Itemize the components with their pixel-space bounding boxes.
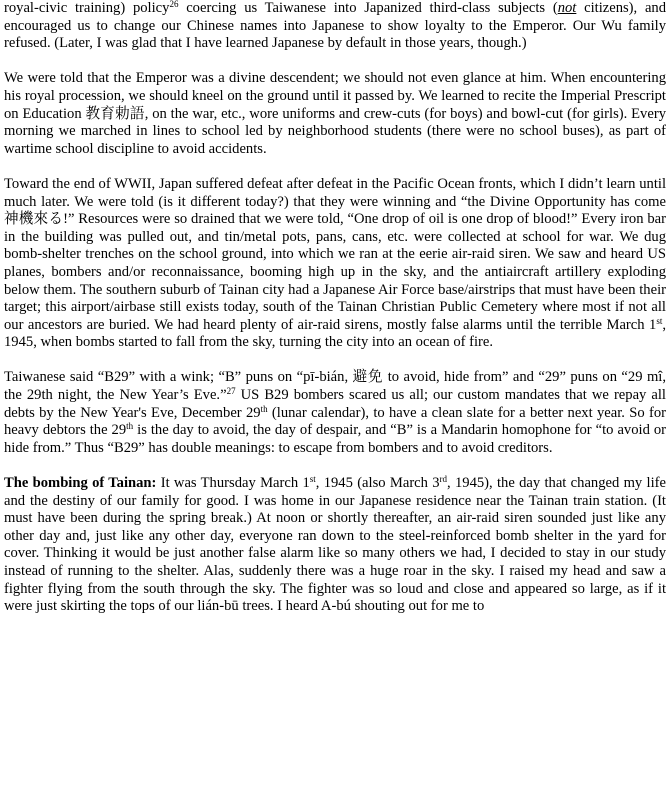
footnote-ref-26: 26 [169,0,179,9]
paragraph-3: Toward the end of WWII, Japan suffered defeat after defeat in the Pacific Ocean fronts, which I didn’t learn until much later. We were told (is it different today?) that they were winning and “the Divine Opportunity has come 神機來る!” Resources were so drained that we were told, “One drop of oil is one drop of blood!” Every iron bar in the building was pulled out, and tin/metal pots, pans, cans, etc. were collected at school for war. We dug bomb-shelter trenches on the school ground, into which we ran at the eerie air-raid siren. We saw and heard US planes, bombers and/or reconnaissance, booming high up in the sky, and the antiaircraft artillery exploding below them. The southern suburb of Tainan city had a Japanese Air Force base/airstrips that must have been their target; this airport/airbase still exists today, south of the Tainan Christian Public Cemetery where most if not all our ancestors are buried. We had heard plenty of air-raid sirens, mostly false alarms until the terrible March 1st, 1945, when bombs started to fall from the sky, turning the city into an ocean of fire. [4,175,666,351]
footnote-ref-27: 27 [226,386,236,397]
paragraph-5: The bombing of Tainan: It was Thursday March 1st, 1945 (also March 3rd, 1945), the day that changed my life and the destiny of our family for good. I was home in our Japanese residence near the Tainan train station. (It must have been during the spring break.) At noon or shortly thereafter, an air-raid siren sounded just like any other day and, just like any other day, everyone ran down to the steel-reinforced bomb shelter in the yard for cover. Thinking it would be just another false alarm like so many others we had, I decided to stay in our study instead of running to the shelter. Alas, suddenly there was a huge roar in the sky. I raised my head and saw a fighter flying from the south through the sky. The fighter was so loud and close and appeared so large, as if it were just skirting the tops of our lián-bū trees. I heard A-bú shouting out for me to [4,474,666,615]
document-page [4,0,666,616]
superscript-th: th [126,421,134,432]
paragraph-1: royal-civic training) policy$^{26}$ coercing us Taiwanese into Japanized third-class subjects (not citizens), and encouraged us to change our Chinese names into Japanese to show loyalty to the Emperor. Our Wu family refused. (Later, I was glad that I have learned Japanese by default in those years, though.) [4,0,667,52]
emphasis-not: not [557,0,577,16]
superscript-th: th [260,403,268,414]
paragraph-2: We were told that the Emperor was a divine descendent; we should not even glance at him. When encountering his royal procession, we should kneel on the ground until it passed by. We learned to recite the Imperial Prescript on Education 教育勅語, on the war, etc., wore uniforms and crew-cuts (for boys) and bowl-cut (for girls). Every morning we marched in lines to school led by neighborhood students (there were no school buses), as part of wartime school discipline to avoid accidents. [4,70,666,157]
section-heading-bombing-of-tainan: The bombing of Tainan: [4,475,157,492]
superscript-st: st [309,474,316,485]
superscript-st: st [656,315,663,326]
paragraph-4: Taiwanese said “B29” with a wink; “B” puns on “pī-bián, 避免 to avoid, hide from” and “29” puns on “29 mî, the 29th night, the New Year’s Eve.”$^{27}$ US B29 bombers scared us all; our custom mandates that we repay all debts by the New Year's Eve, December 29th (lunar calendar), to have a clean slate for a better next year. So for heavy debtors the 29th is the day to avoid, the day of despair, and “B” is a Mandarin homophone for “to avoid or hide from.” Thus “B29” has double meanings: to escape from bombers and to avoid creditors. [4,369,666,456]
superscript-rd: rd [439,474,448,485]
